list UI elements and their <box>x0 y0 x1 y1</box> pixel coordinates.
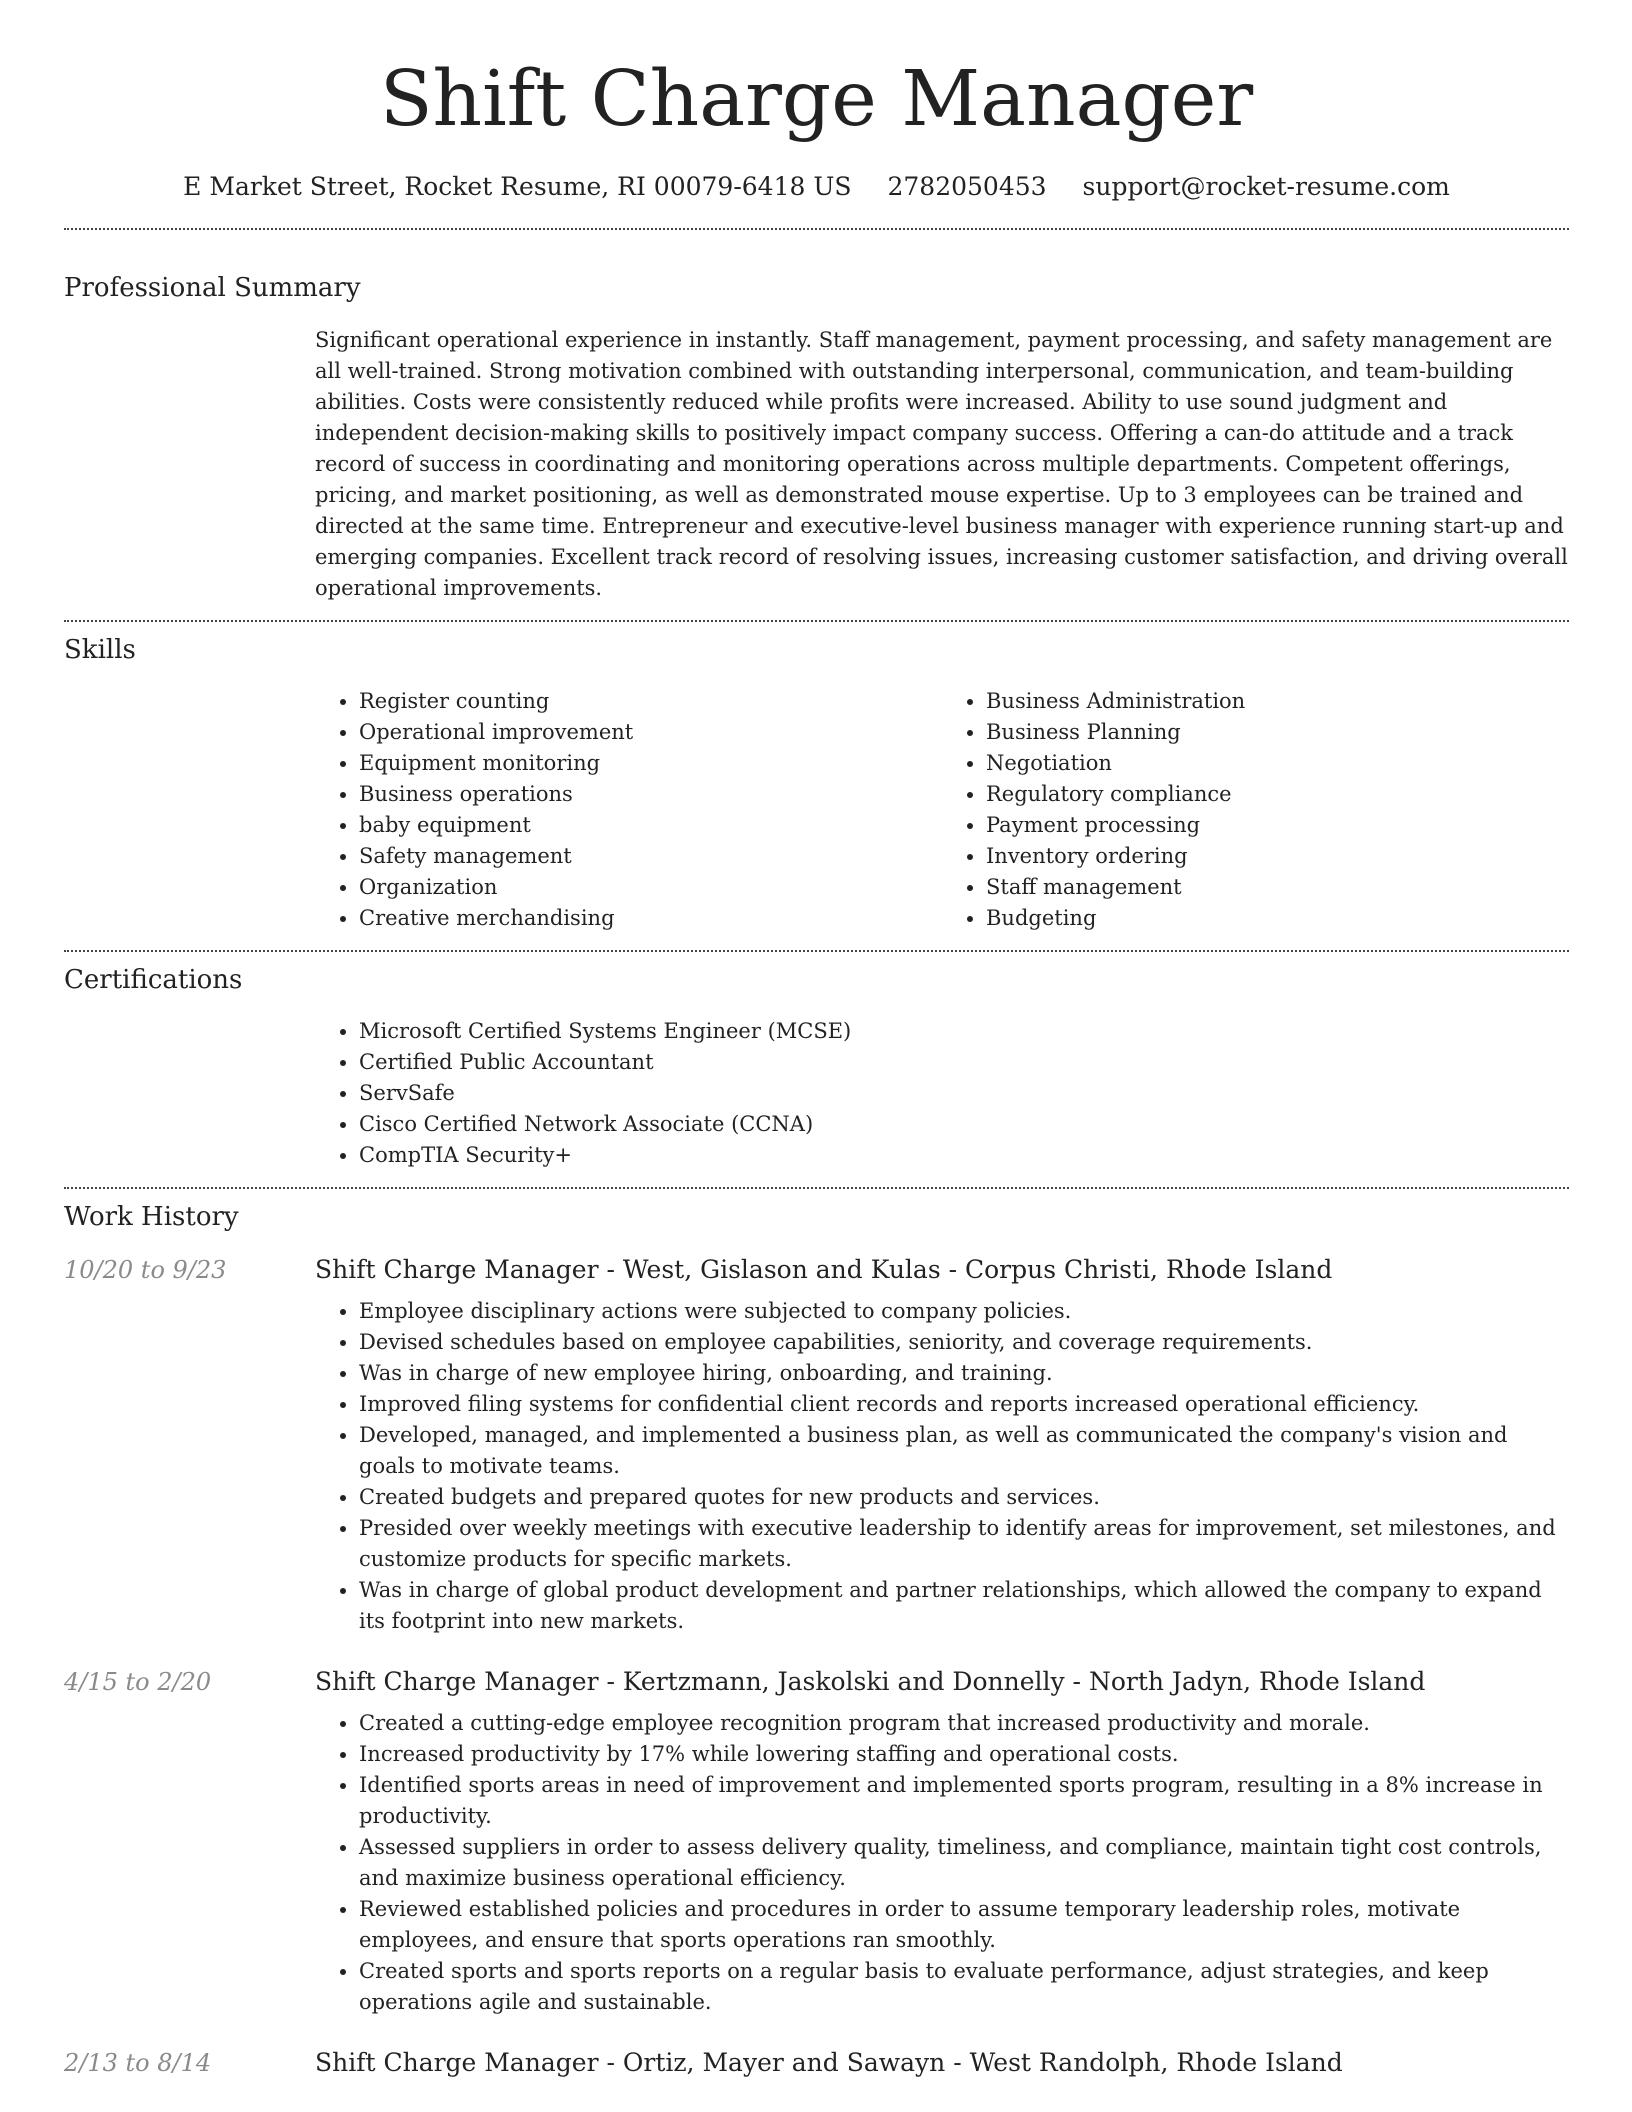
skills-right-column <box>942 686 1569 934</box>
job-bullets <box>315 1708 1569 2018</box>
summary-text: Significant operational experience in instantly. Staff management, payment processing, and safety management are all well-trained. Strong motivation combined with outstanding interpersonal, communication, and team-building abilities. Costs were consistently reduced while profits were increased. Ability to use sound judgment and independent decision-making skills to positively impact company success. Offering a can-do attitude and a track record of success in coordinating and monitoring operations across multiple departments. Competent offerings, pricing, and market positioning, as well as demonstrated mouse expertise. Up to 3 employees can be trained and directed at the same time. Entrepreneur and executive-level business manager with experience running start-up and emerging companies. Excellent track record of resolving issues, increasing customer satisfaction, and driving overall operational improvements. <box>315 328 1568 600</box>
certification-item: • Microsoft Certified Systems Engineer (MCSE) <box>359 1016 1569 1047</box>
job-dates: 10/20 to 9/23 <box>64 1256 227 1284</box>
job-bullet: • Assessed suppliers in order to assess delivery quality, timeliness, and compliance, maintain tight cost controls, and maximize business operational efficiency. <box>359 1832 1569 1894</box>
job-bullet: • Was in charge of global product development and partner relationships, which allowed the company to expand its footprint into new markets. <box>359 1575 1569 1637</box>
divider <box>64 228 1569 230</box>
skill-item: • baby equipment <box>359 810 942 841</box>
candidate-name: Shift Charge Manager <box>379 55 1254 144</box>
job-bullet: • Devised schedules based on employee capabilities, seniority, and coverage requirements. <box>359 1327 1569 1358</box>
skill-item: • Business Administration <box>986 686 1569 717</box>
job-heading: Shift Charge Manager - Kertzmann, Jaskolski and Donnelly - North Jadyn, Rhode Island <box>315 1667 1426 1696</box>
skill-item: • Safety management <box>359 841 942 872</box>
job-bullet: • Developed, managed, and implemented a business plan, as well as communicated the company's vision and goals to motivate teams. <box>359 1420 1569 1482</box>
skill-item: • Business Planning <box>986 717 1569 748</box>
skills-list <box>315 686 1569 934</box>
skill-item: • Negotiation <box>986 748 1569 779</box>
skill-item: • Regulatory compliance <box>986 779 1569 810</box>
job-bullet: • Increased productivity by 17% while lowering staffing and operational costs. <box>359 1739 1569 1770</box>
job-dates: 4/15 to 2/20 <box>64 1668 212 1696</box>
resume-page <box>64 0 1569 2077</box>
job-entry <box>64 2048 1569 2077</box>
divider <box>64 1187 1569 1189</box>
certification-item: • ServSafe <box>359 1078 1569 1109</box>
skill-item: • Payment processing <box>986 810 1569 841</box>
job-header <box>64 1255 1569 1284</box>
skill-item: • Staff management <box>986 872 1569 903</box>
job-bullet: • Created a cutting-edge employee recognition program that increased productivity and morale. <box>359 1708 1569 1739</box>
certification-item: • Certified Public Accountant <box>359 1047 1569 1078</box>
skill-item: • Budgeting <box>986 903 1569 934</box>
certification-item: • CompTIA Security+ <box>359 1140 1569 1171</box>
job-heading: Shift Charge Manager - Ortiz, Mayer and Sawayn - West Randolph, Rhode Island <box>315 2048 1343 2077</box>
skill-item: • Business operations <box>359 779 942 810</box>
work-history-title: Work History <box>64 1202 239 1232</box>
job-bullets <box>315 1296 1569 1637</box>
job-bullet: • Presided over weekly meetings with executive leadership to identify areas for improvement, set milestones, and customize products for specific markets. <box>359 1513 1569 1575</box>
contact-phone: 2782050453 <box>887 172 1047 201</box>
divider <box>64 620 1569 622</box>
certifications-title: Certifications <box>64 965 243 995</box>
skill-item: • Creative merchandising <box>359 903 942 934</box>
job-heading: Shift Charge Manager - West, Gislason and Kulas - Corpus Christi, Rhode Island <box>315 1255 1333 1284</box>
certifications-list <box>315 1016 1569 1171</box>
skill-item: • Organization <box>359 872 942 903</box>
job-dates: 2/13 to 8/14 <box>64 2049 212 2077</box>
divider <box>64 950 1569 952</box>
job-header <box>64 1667 1569 1696</box>
skill-item: • Register counting <box>359 686 942 717</box>
skill-item: • Equipment monitoring <box>359 748 942 779</box>
skills-left-column <box>315 686 942 934</box>
job-bullet: • Employee disciplinary actions were subjected to company policies. <box>359 1296 1569 1327</box>
contact-email: support@rocket-resume.com <box>1082 172 1450 201</box>
skills-title: Skills <box>64 635 136 665</box>
job-bullet: • Reviewed established policies and procedures in order to assume temporary leadership roles, motivate employees, and ensure that sports operations ran smoothly. <box>359 1894 1569 1956</box>
contact-address: E Market Street, Rocket Resume, RI 00079-6418 US <box>183 172 852 201</box>
certification-item: • Cisco Certified Network Associate (CCNA) <box>359 1109 1569 1140</box>
job-bullet: • Was in charge of new employee hiring, onboarding, and training. <box>359 1358 1569 1389</box>
job-bullet: • Created sports and sports reports on a regular basis to evaluate performance, adjust strategies, and keep operations agile and sustainable. <box>359 1956 1569 2018</box>
job-bullet: • Created budgets and prepared quotes for new products and services. <box>359 1482 1569 1513</box>
job-entry <box>64 1255 1569 1637</box>
contact-line <box>64 170 1569 204</box>
job-bullet: • Identified sports areas in need of improvement and implemented sports program, resulting in a 8% increase in productivity. <box>359 1770 1569 1832</box>
summary-title: Professional Summary <box>64 273 361 303</box>
job-header <box>64 2048 1569 2077</box>
skill-item: • Operational improvement <box>359 717 942 748</box>
job-bullet: • Improved filing systems for confidential client records and reports increased operational efficiency. <box>359 1389 1569 1420</box>
skill-item: • Inventory ordering <box>986 841 1569 872</box>
job-entry <box>64 1667 1569 2018</box>
